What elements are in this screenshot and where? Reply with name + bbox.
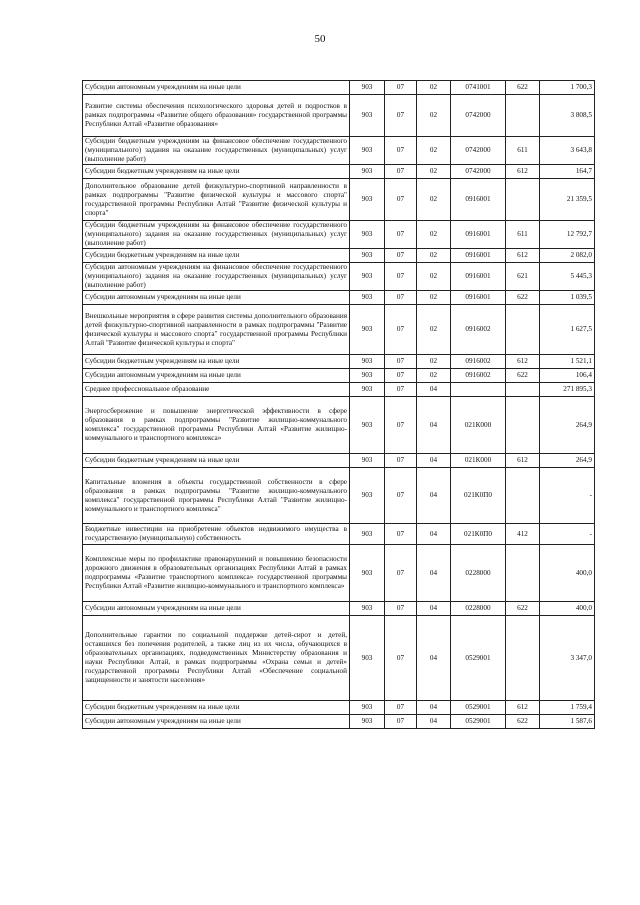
row-subsection-code: 02 (417, 81, 451, 95)
row-amount: - (540, 524, 595, 545)
row-subsection-code: 04 (417, 602, 451, 616)
table-row (83, 179, 595, 221)
row-amount: - (540, 468, 595, 524)
row-section-code: 07 (385, 263, 417, 291)
row-ministry-code: 903 (350, 305, 385, 355)
row-target-article (451, 383, 506, 397)
row-subsection-code: 04 (417, 397, 451, 454)
row-section-code: 07 (385, 249, 417, 263)
row-name: Субсидии автономным учреждениям на иные цели (83, 81, 350, 95)
row-section-code: 07 (385, 355, 417, 369)
row-ministry-code: 903 (350, 715, 385, 729)
row-section-code: 07 (385, 291, 417, 305)
row-subsection-code: 02 (417, 369, 451, 383)
row-name: Субсидии бюджетным учреждениям на иные цели (83, 454, 350, 468)
table-row (83, 397, 595, 454)
row-expense-kind: 612 (506, 355, 540, 369)
row-expense-kind: 622 (506, 715, 540, 729)
row-target-article: 0228000 (451, 545, 506, 602)
row-target-article: 0916001 (451, 179, 506, 221)
row-amount: 3 347,0 (540, 616, 595, 701)
row-ministry-code: 903 (350, 369, 385, 383)
row-name: Субсидии автономным учреждениям на иные цели (83, 602, 350, 616)
row-subsection-code: 02 (417, 179, 451, 221)
row-ministry-code: 903 (350, 165, 385, 179)
row-name: Субсидии бюджетным учреждениям на иные цели (83, 165, 350, 179)
row-target-article: 0529001 (451, 701, 506, 715)
table-row (83, 355, 595, 369)
row-name: Бюджетные инвестиции на приобретение объектов недвижимого имущества в государственную (муниципальную) собственность (83, 524, 350, 545)
row-subsection-code: 04 (417, 454, 451, 468)
row-expense-kind (506, 383, 540, 397)
row-target-article: 0228000 (451, 602, 506, 616)
row-section-code: 07 (385, 468, 417, 524)
row-amount: 21 359,5 (540, 179, 595, 221)
page-number: 50 (314, 33, 326, 45)
row-target-article: 0916002 (451, 369, 506, 383)
row-section-code: 07 (385, 165, 417, 179)
row-amount: 1 521,1 (540, 355, 595, 369)
row-target-article: 0916001 (451, 221, 506, 249)
row-target-article: 0916002 (451, 305, 506, 355)
row-name: Комплексные меры по профилактике правонарушений и повышению безопасности дорожного движения в образовательных организациях Республики Алтай в рамках подпрограммы «Развитие транспортного комплекса» государственной программы Республики Алтай «Развитие жилищно-коммунального и транспортного комплекса» (83, 545, 350, 602)
row-target-article: 0529001 (451, 616, 506, 701)
row-amount: 3 643,8 (540, 137, 595, 165)
row-expense-kind (506, 397, 540, 454)
row-section-code: 07 (385, 701, 417, 715)
row-section-code: 07 (385, 305, 417, 355)
row-ministry-code: 903 (350, 468, 385, 524)
row-expense-kind: 612 (506, 249, 540, 263)
row-target-article: 0916001 (451, 249, 506, 263)
table-row (83, 291, 595, 305)
row-target-article: 0916002 (451, 355, 506, 369)
row-name: Дополнительные гарантии по социальной поддержке детей-сирот и детей, оставшихся без попечения родителей, а также лиц из их числа, обучающихся в образовательных организациях, подведомственных Министерству образования и науки Республики Алтай, в рамках подпрограммы «Охрана семьи и детей» государственной программы Республики Алтай «Обеспечение социальной защищенности и занятости населения» (83, 616, 350, 701)
row-ministry-code: 903 (350, 81, 385, 95)
row-ministry-code: 903 (350, 95, 385, 137)
row-subsection-code: 04 (417, 701, 451, 715)
row-subsection-code: 02 (417, 263, 451, 291)
row-section-code: 07 (385, 397, 417, 454)
row-expense-kind: 611 (506, 221, 540, 249)
row-ministry-code: 903 (350, 179, 385, 221)
row-section-code: 07 (385, 137, 417, 165)
row-expense-kind: 622 (506, 602, 540, 616)
table-row (83, 545, 595, 602)
row-expense-kind: 622 (506, 291, 540, 305)
row-ministry-code: 903 (350, 397, 385, 454)
table-row (83, 81, 595, 95)
row-expense-kind (506, 95, 540, 137)
row-ministry-code: 903 (350, 355, 385, 369)
row-subsection-code: 02 (417, 291, 451, 305)
row-amount: 400,0 (540, 545, 595, 602)
row-subsection-code: 02 (417, 221, 451, 249)
row-expense-kind: 622 (506, 369, 540, 383)
row-ministry-code: 903 (350, 221, 385, 249)
row-expense-kind: 622 (506, 81, 540, 95)
row-section-code: 07 (385, 81, 417, 95)
row-expense-kind (506, 305, 540, 355)
row-name: Среднее профессиональное образование (83, 383, 350, 397)
row-target-article: 0742000 (451, 95, 506, 137)
row-subsection-code: 04 (417, 524, 451, 545)
row-subsection-code: 04 (417, 545, 451, 602)
row-amount: 1 627,5 (540, 305, 595, 355)
table-row (83, 468, 595, 524)
row-section-code: 07 (385, 369, 417, 383)
row-target-article: 0916001 (451, 263, 506, 291)
row-section-code: 07 (385, 221, 417, 249)
row-ministry-code: 903 (350, 291, 385, 305)
row-target-article: 0741001 (451, 81, 506, 95)
row-target-article: 0916001 (451, 291, 506, 305)
row-amount: 12 792,7 (540, 221, 595, 249)
row-amount: 3 808,5 (540, 95, 595, 137)
table-row (83, 701, 595, 715)
row-subsection-code: 04 (417, 383, 451, 397)
row-subsection-code: 04 (417, 468, 451, 524)
row-ministry-code: 903 (350, 602, 385, 616)
row-ministry-code: 903 (350, 545, 385, 602)
row-subsection-code: 04 (417, 715, 451, 729)
row-expense-kind: 412 (506, 524, 540, 545)
table-row (83, 369, 595, 383)
budget-table-body (83, 81, 595, 729)
row-target-article: 021К0П0 (451, 468, 506, 524)
row-ministry-code: 903 (350, 383, 385, 397)
row-subsection-code: 02 (417, 95, 451, 137)
row-name: Субсидии бюджетным учреждениям на иные цели (83, 249, 350, 263)
row-ministry-code: 903 (350, 137, 385, 165)
row-subsection-code: 02 (417, 165, 451, 179)
row-ministry-code: 903 (350, 249, 385, 263)
row-target-article: 021К0П0 (451, 524, 506, 545)
table-row (83, 249, 595, 263)
row-expense-kind (506, 545, 540, 602)
row-name: Субсидии автономным учреждениям на финансовое обеспечение государственного (муниципального) задания на оказание государственных (муниципальных) услуг (выполнение работ) (83, 263, 350, 291)
row-expense-kind: 621 (506, 263, 540, 291)
row-expense-kind (506, 179, 540, 221)
row-name: Субсидии бюджетным учреждениям на иные цели (83, 701, 350, 715)
row-section-code: 07 (385, 616, 417, 701)
row-name: Субсидии бюджетным учреждениям на финансовое обеспечение государственного (муниципального) задания на оказание государственных (муниципальных) услуг (выполнение работ) (83, 221, 350, 249)
table-row (83, 602, 595, 616)
row-amount: 1 759,4 (540, 701, 595, 715)
row-name: Субсидии автономным учреждениям на иные цели (83, 715, 350, 729)
row-ministry-code: 903 (350, 524, 385, 545)
row-subsection-code: 02 (417, 305, 451, 355)
row-target-article: 0529001 (451, 715, 506, 729)
row-section-code: 07 (385, 179, 417, 221)
table-row (83, 524, 595, 545)
row-amount: 1 039,5 (540, 291, 595, 305)
row-expense-kind: 611 (506, 137, 540, 165)
row-section-code: 07 (385, 545, 417, 602)
row-amount: 5 445,3 (540, 263, 595, 291)
budget-table (82, 80, 595, 729)
row-expense-kind: 612 (506, 454, 540, 468)
row-ministry-code: 903 (350, 616, 385, 701)
table-row (83, 454, 595, 468)
row-target-article: 0742000 (451, 137, 506, 165)
row-expense-kind: 612 (506, 165, 540, 179)
row-section-code: 07 (385, 95, 417, 137)
table-row (83, 715, 595, 729)
row-target-article: 021К000 (451, 454, 506, 468)
row-expense-kind: 612 (506, 701, 540, 715)
row-name: Субсидии бюджетным учреждениям на финансовое обеспечение государственного (муниципального) задания на оказание государственных (муниципальных) услуг (выполнение работ) (83, 137, 350, 165)
row-amount: 1 700,3 (540, 81, 595, 95)
row-target-article: 021К000 (451, 397, 506, 454)
row-ministry-code: 903 (350, 701, 385, 715)
row-expense-kind (506, 616, 540, 701)
table-row (83, 263, 595, 291)
row-amount: 164,7 (540, 165, 595, 179)
row-section-code: 07 (385, 524, 417, 545)
row-name: Субсидии бюджетным учреждениям на иные цели (83, 355, 350, 369)
row-name: Развитие системы обеспечения психологического здоровья детей и подростков в рамках подпрограммы «Развитие общего образования» государственной программы Республики Алтай «Развитие образования» (83, 95, 350, 137)
row-amount: 264,9 (540, 397, 595, 454)
row-amount: 1 587,6 (540, 715, 595, 729)
table-row (83, 305, 595, 355)
table-row (83, 616, 595, 701)
row-name: Субсидии автономным учреждениям на иные цели (83, 291, 350, 305)
row-amount: 400,0 (540, 602, 595, 616)
row-ministry-code: 903 (350, 263, 385, 291)
table-row (83, 95, 595, 137)
table-row (83, 383, 595, 397)
row-section-code: 07 (385, 715, 417, 729)
table-row (83, 221, 595, 249)
row-amount: 264,9 (540, 454, 595, 468)
row-name: Субсидии автономным учреждениям на иные цели (83, 369, 350, 383)
row-subsection-code: 04 (417, 616, 451, 701)
table-row (83, 165, 595, 179)
row-name: Внешкольные мероприятия в сфере развития системы дополнительного образования детей физкультурно-спортивной направленности в рамках подпрограммы "Развитие физической культуры и массового спорта" государственной программы Республики Алтай "Развитие физической культуры и спорта" (83, 305, 350, 355)
row-name: Дополнительное образование детей физкультурно-спортивной направленности в рамках подпрограммы "Развитие физической культуры и массового спорта" государственной программы Республики Алтай "Развитие физической культуры и спорта" (83, 179, 350, 221)
row-subsection-code: 02 (417, 249, 451, 263)
table-row (83, 137, 595, 165)
row-amount: 106,4 (540, 369, 595, 383)
row-name: Энергосбережение и повышение энергетической эффективности в сфере образования в рамках подпрограммы "Развитие жилищно-коммунального комплекса" государственной программы Республики Алтай «Развитие жилищно-коммунального и транспортного комплекса» (83, 397, 350, 454)
row-amount: 271 895,3 (540, 383, 595, 397)
row-target-article: 0742000 (451, 165, 506, 179)
row-section-code: 07 (385, 383, 417, 397)
row-section-code: 07 (385, 454, 417, 468)
row-name: Капитальные вложения в объекты государственной собственности в сфере образования в рамках подпрограммы "Развитие жилищно-коммунального комплекса" государственной программы Республики Алтай "Развитие жилищно-коммунального и транспортного комплекса" (83, 468, 350, 524)
row-subsection-code: 02 (417, 355, 451, 369)
row-ministry-code: 903 (350, 454, 385, 468)
row-amount: 2 082,0 (540, 249, 595, 263)
row-expense-kind (506, 468, 540, 524)
row-subsection-code: 02 (417, 137, 451, 165)
row-section-code: 07 (385, 602, 417, 616)
